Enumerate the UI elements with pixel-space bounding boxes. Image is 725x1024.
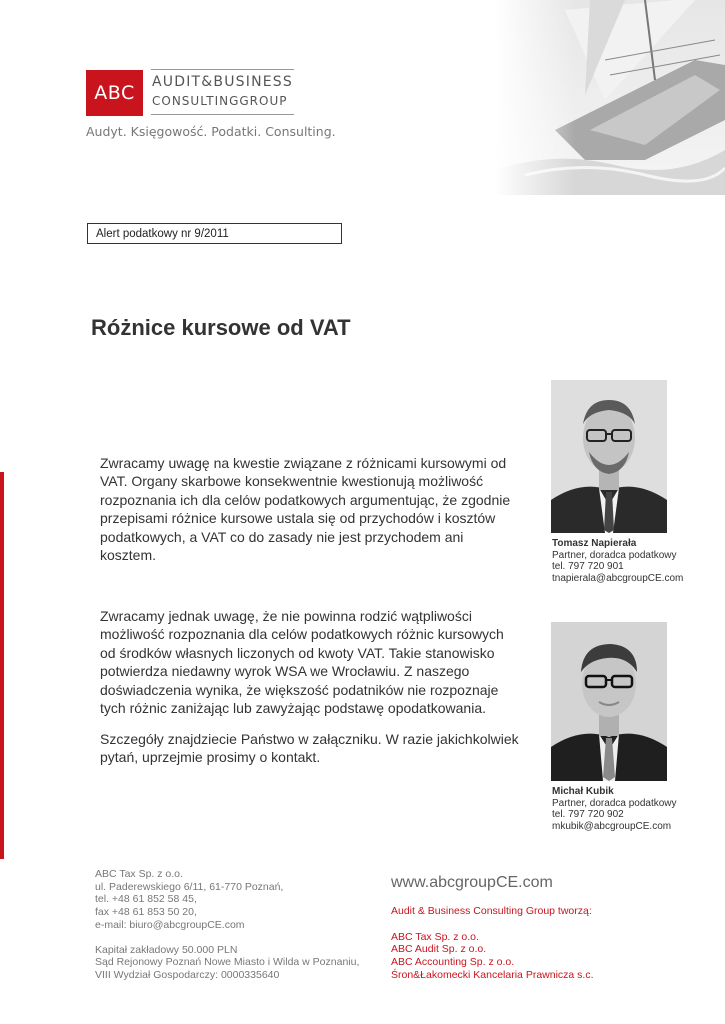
alert-label-box: Alert podatkowy nr 9/2011 [87, 223, 342, 244]
contact-card-2 [552, 786, 677, 832]
footer-member-item: ABC Tax Sp. z o.o. [391, 930, 479, 943]
contact-photo-2 [551, 622, 667, 781]
contact-name: Michał Kubik [552, 786, 614, 797]
contact-role: Partner, doradca podatkowy [552, 797, 677, 809]
footer-member-item: ABC Audit Sp. z o.o. [391, 943, 487, 956]
contact-role: Partner, doradca podatkowy [552, 549, 677, 561]
footer-website-link[interactable]: www.abcgroupCE.com [391, 874, 553, 891]
contact-name: Tomasz Napierała [552, 538, 637, 549]
logo-abbr: ABC [94, 82, 135, 104]
contact-email[interactable]: tnapierala@abcgroupCE.com [552, 572, 684, 584]
footer-email[interactable]: e-mail: biuro@abcgroupCE.com [95, 918, 245, 931]
footer-member-item: ABC Accounting Sp. z o.o. [391, 956, 515, 969]
contact-phone: tel. 797 720 902 [552, 809, 624, 820]
sailboat-image [495, 0, 725, 195]
tagline: Audyt. Księgowość. Podatki. Consulting. [86, 124, 336, 139]
side-accent-bar [0, 472, 4, 859]
page-title: Różnice kursowe od VAT [91, 315, 351, 340]
body-paragraph-3: Szczegóły znajdziecie Państwo w załączniku. W razie jakichkolwiek pytań, uprzejmie prosimy o kontakt. [100, 731, 519, 766]
contact-phone: tel. 797 720 901 [552, 561, 624, 572]
contact-card-1 [552, 538, 683, 584]
footer-fax: fax +48 61 853 50 20, [95, 906, 197, 919]
logo-divider-bottom [151, 114, 294, 115]
footer-krs: VIII Wydział Gospodarczy: 0000335640 [95, 968, 280, 981]
footer-group-members [391, 905, 594, 982]
footer-court: Sąd Rejonowy Poznań Nowe Miasto i Wilda w Poznaniu, [95, 956, 360, 969]
logo-mark [86, 70, 143, 116]
contact-photo-1 [551, 380, 667, 533]
footer-company-info [95, 868, 359, 982]
logo-divider-top [151, 69, 294, 70]
contact-email[interactable]: mkubik@abcgroupCE.com [552, 820, 672, 832]
body-paragraph-1: Zwracamy uwagę na kwestie związane z różnicami kursowymi od VAT. Organy skarbowe konsekwentnie kwestionują możliwość rozpoznania ich dla celów podatkowych argumentując, że zgodnie przepisami różnice kursowe ustala się od przychodów i kosztów podatkowych, a VAT co do zasady nie jest przychodem ani kosztem. [100, 455, 511, 564]
logo-text-line2: CONSULTINGGROUP [152, 94, 288, 108]
footer-tel: tel. +48 61 852 58 45, [95, 893, 197, 906]
footer-address: ul. Paderewskiego 6/11, 61-770 Poznań, [95, 880, 284, 893]
footer-member-item: Śron&Łakomecki Kancelaria Prawnicza s.c. [391, 968, 594, 981]
footer-capital: Kapitał zakładowy 50.000 PLN [95, 943, 238, 956]
footer-company: ABC Tax Sp. z o.o. [95, 868, 183, 880]
logo-text-line1: AUDIT&BUSINESS [152, 74, 293, 90]
body-paragraph-2: Zwracamy jednak uwagę, że nie powinna rodzić wątpliwości możliwość rozpoznania dla celów podatkowych różnic kursowych od środków własnych liczonych od kwoty VAT. Takie stanowisko potwierdza niedawny wyrok WSA we Wrocławiu. Z naszego doświadczenia wynika, że większość podatników nie rozpoznaje tych różnic zaniżając lub zawyżając podstawę opodatkowania. [100, 608, 504, 717]
footer-group-intro: Audit & Business Consulting Group tworzą: [391, 905, 592, 917]
